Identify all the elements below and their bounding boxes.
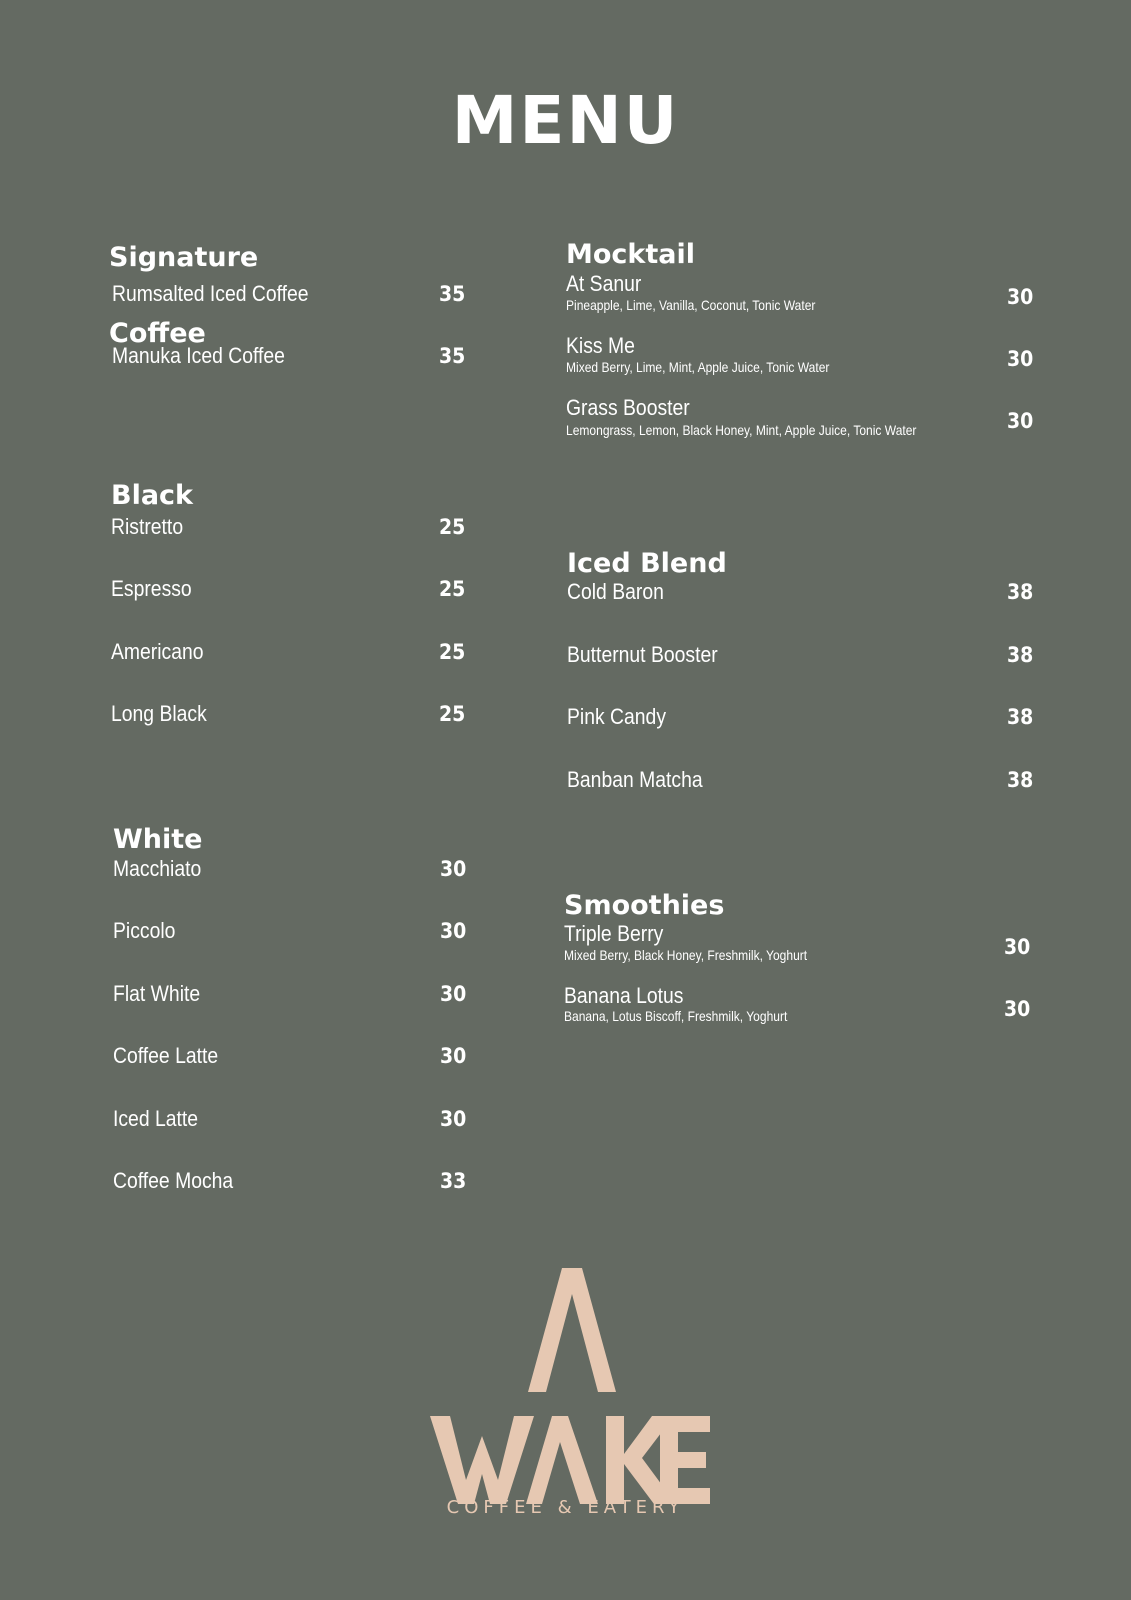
section-title-signature: Signature <box>109 242 259 273</box>
menu-item-price: 33 <box>440 1169 467 1193</box>
menu-item-name: Long Black <box>111 701 207 726</box>
menu-item-price: 30 <box>1007 347 1034 371</box>
menu-item-description: Lemongrass, Lemon, Black Honey, Mint, Apple Juice, Tonic Water <box>566 422 917 438</box>
menu-item-name: Banana Lotus <box>564 983 684 1008</box>
menu-item-name: Butternut Booster <box>567 642 718 667</box>
menu-item-price: 38 <box>1007 643 1034 667</box>
menu-item-name: Kiss Me <box>566 333 635 358</box>
menu-item-name: Coffee Latte <box>113 1043 219 1068</box>
logo-peak-icon <box>528 1268 616 1392</box>
menu-item-name: Cold Baron <box>567 579 664 604</box>
menu-item-price: 25 <box>439 515 466 539</box>
menu-item-name: Flat White <box>113 981 201 1006</box>
menu-item-description: Mixed Berry, Black Honey, Freshmilk, Yoghurt <box>564 947 808 963</box>
section-title-smoothies: Smoothies <box>564 890 725 921</box>
menu-item-name: Iced Latte <box>113 1106 199 1131</box>
menu-item-name: Espresso <box>111 576 192 601</box>
logo-letter-e <box>660 1416 710 1504</box>
menu-item-name: Pink Candy <box>567 704 667 729</box>
menu-item-price: 30 <box>440 982 467 1006</box>
menu-item-price: 25 <box>439 702 466 726</box>
menu-item-price: 30 <box>440 919 467 943</box>
menu-item-description: Banana, Lotus Biscoff, Freshmilk, Yoghurt <box>564 1008 788 1024</box>
menu-item-name: Piccolo <box>113 918 176 943</box>
section-title-black: Black <box>111 480 194 511</box>
menu-title: MENU <box>451 82 680 159</box>
menu-item-price: 30 <box>440 1044 467 1068</box>
menu-item-description: Pineapple, Lime, Vanilla, Coconut, Tonic Water <box>566 297 816 313</box>
menu-item-price: 30 <box>1004 935 1031 959</box>
menu-item-name: Triple Berry <box>564 921 664 946</box>
menu-item-price: 35 <box>439 344 466 368</box>
menu-item-price: 30 <box>440 1107 467 1131</box>
menu-item-price: 35 <box>439 282 466 306</box>
menu-item-price: 38 <box>1007 705 1034 729</box>
menu-item-price: 38 <box>1007 768 1034 792</box>
menu-item-name: Ristretto <box>111 514 184 539</box>
menu-item-price: 25 <box>439 640 466 664</box>
menu-item-name: Banban Matcha <box>567 767 703 792</box>
menu-item-name: Grass Booster <box>566 395 690 420</box>
menu-item-price: 25 <box>439 577 466 601</box>
menu-item-name: Coffee Mocha <box>113 1168 234 1193</box>
menu-item-price: 30 <box>1004 997 1031 1021</box>
menu-item-name: Rumsalted Iced Coffee <box>112 281 309 306</box>
section-title-white: White <box>113 824 203 855</box>
logo-letter-a <box>526 1416 598 1504</box>
section-title-iced-blend: Iced Blend <box>567 548 727 579</box>
menu-item-price: 30 <box>1007 285 1034 309</box>
menu-item-name: Macchiato <box>113 856 202 881</box>
menu-item-price: 30 <box>1007 409 1034 433</box>
menu-item-name: Manuka Iced Coffee <box>112 343 285 368</box>
wake-logo <box>430 1268 710 1528</box>
menu-item-description: Mixed Berry, Lime, Mint, Apple Juice, Tonic Water <box>566 359 830 375</box>
menu-item-price: 38 <box>1007 580 1034 604</box>
section-title-mocktail: Mocktail <box>566 239 696 270</box>
section-title-signature-line2: Coffee <box>109 318 206 349</box>
menu-item-name: At Sanur <box>566 271 642 296</box>
logo-tagline: COFFEE & EATERY <box>446 1497 685 1518</box>
menu-item-price: 30 <box>440 857 467 881</box>
menu-item-name: Americano <box>111 639 204 664</box>
logo-letter-w <box>430 1416 534 1504</box>
